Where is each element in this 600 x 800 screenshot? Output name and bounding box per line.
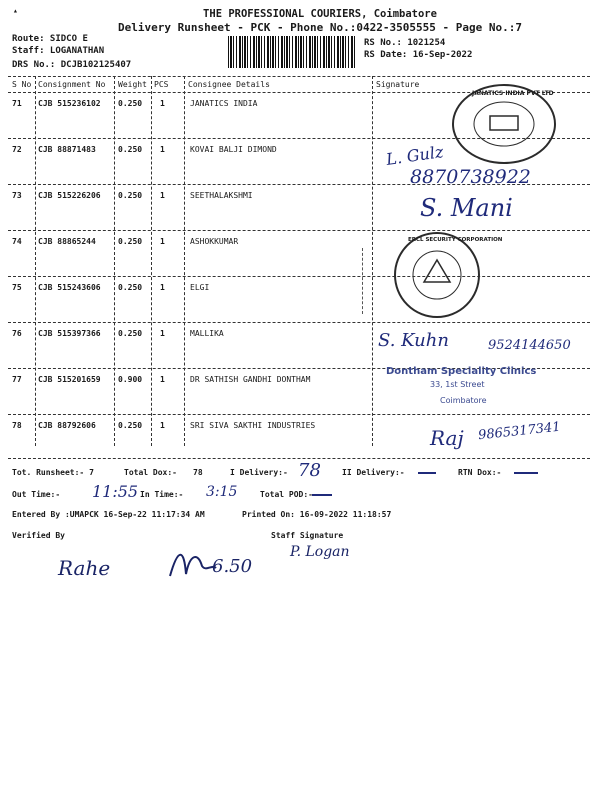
col-sno: S No <box>12 80 32 89</box>
row-consignment: CJB 88865244 <box>38 237 96 246</box>
row-consignee: DR SATHISH GANDHI DONTHAM <box>190 375 311 384</box>
clinic-stamp-name: Dontham Speciality Clinics <box>386 366 537 377</box>
row-sno: 76 <box>12 329 22 338</box>
row-weight: 0.250 <box>118 99 143 108</box>
stamp-ring-icon <box>454 86 554 162</box>
rs-number: RS No.: 1021254 <box>364 38 446 48</box>
total-dox-value: 78 <box>193 468 203 477</box>
row-weight: 0.250 <box>118 329 143 338</box>
row-pcs: 1 <box>160 145 165 154</box>
time-signature: 6.50 <box>212 556 253 577</box>
i-delivery-value: 78 <box>298 460 321 481</box>
row-pcs: 1 <box>160 329 165 338</box>
row-weight: 0.900 <box>118 375 143 384</box>
rs-date: RS Date: 16-Sep-2022 <box>364 50 473 60</box>
row-consignment: CJB 88792606 <box>38 421 96 430</box>
rtn-dox-label: RTN Dox:- <box>458 468 502 477</box>
route-label: Route: SIDCO E <box>12 34 88 44</box>
row-pcs: 1 <box>160 99 165 108</box>
row-consignment: CJB 515226206 <box>38 191 101 200</box>
signature-78: Raj <box>430 426 464 450</box>
out-time-value: 11:55 <box>92 482 139 501</box>
row-consignment: CJB 515243606 <box>38 283 101 292</box>
row-sno: 71 <box>12 99 22 108</box>
row-weight: 0.250 <box>118 421 143 430</box>
row-pcs: 1 <box>160 191 165 200</box>
printed-on: Printed On: 16-09-2022 11:18:57 <box>242 510 392 519</box>
row-weight: 0.250 <box>118 283 143 292</box>
col-consignee: Consignee Details <box>188 80 270 89</box>
signature-76: S. Kuhn <box>378 330 449 351</box>
row-consignee: MALLIKA <box>190 329 224 338</box>
barcode <box>228 36 356 68</box>
phone-78: 9865317341 <box>477 419 562 444</box>
signature-73: S. Mani <box>420 194 513 222</box>
row-weight: 0.250 <box>118 145 143 154</box>
in-time-label: In Time:- <box>140 490 184 499</box>
row-sno: 77 <box>12 375 22 384</box>
corner-mark: ▴ <box>13 6 18 15</box>
row-sno: 78 <box>12 421 22 430</box>
row-consignee: KOVAI BALJI DIMOND <box>190 145 277 154</box>
phone-76: 9524144650 <box>488 338 571 353</box>
ii-delivery-label: II Delivery:- <box>342 468 405 477</box>
clinic-stamp-line1: 33, 1st Street <box>430 380 485 389</box>
row-sno: 73 <box>12 191 22 200</box>
ercl-stamp <box>394 232 503 318</box>
stamp-text: JANATICS INDIA PVT LTD <box>472 90 554 97</box>
row-consignee: SEETHALAKSHMI <box>190 191 253 200</box>
row-pcs: 1 <box>160 375 165 384</box>
row-weight: 0.250 <box>118 237 143 246</box>
row-pcs: 1 <box>160 283 165 292</box>
row-sno: 74 <box>12 237 22 246</box>
verified-signature: Rahe <box>58 556 111 580</box>
company-title: THE PROFESSIONAL COURIERS, Coimbatore <box>203 8 437 20</box>
row-consignment: CJB 515201659 <box>38 375 101 384</box>
col-weight: Weight <box>118 80 147 89</box>
row-consignee: SRI SIVA SAKTHI INDUSTRIES <box>190 421 316 430</box>
tot-runsheet: Tot. Runsheet:- 7 <box>12 468 94 477</box>
total-dox-label: Total Dox:- <box>124 468 177 477</box>
staff-signature-label: Staff Signature <box>271 531 344 540</box>
row-consignee: ELGI <box>190 283 210 292</box>
row-consignee: ASHOKKUMAR <box>190 237 239 246</box>
row-sno: 75 <box>12 283 22 292</box>
row-consignment: CJB 515236102 <box>38 99 101 108</box>
out-time-label: Out Time:- <box>12 490 61 499</box>
stamp-text: ERCL SECURITY CORPORATION <box>408 237 503 243</box>
row-pcs: 1 <box>160 237 165 246</box>
col-signature: Signature <box>376 80 420 89</box>
janatics-stamp <box>452 84 556 164</box>
clinic-stamp-line2: Coimbatore <box>440 396 487 405</box>
stamp-emblem-icon <box>396 234 478 316</box>
verified-by-label: Verified By <box>12 531 65 540</box>
signature-72: L. Gulz <box>384 142 445 169</box>
row-sno: 72 <box>12 145 22 154</box>
staff-label: Staff: LOGANATHAN <box>12 46 105 56</box>
drs-label: DRS No.: DCJB102125407 <box>12 60 132 70</box>
col-consignment: Consignment No <box>38 80 106 89</box>
row-weight: 0.250 <box>118 191 143 200</box>
in-time-value: 3:15 <box>206 484 238 500</box>
row-consignment: CJB 88871483 <box>38 145 96 154</box>
row-pcs: 1 <box>160 421 165 430</box>
col-pcs: PCS <box>154 80 169 89</box>
row-consignment: CJB 515397366 <box>38 329 101 338</box>
runsheet-title: Delivery Runsheet - PCK - Phone No.:0422-3505555 - Page No.:7 <box>118 21 522 34</box>
staff-signature: P. Logan <box>290 544 350 560</box>
total-pod-label: Total POD:- <box>260 490 313 499</box>
i-delivery-label: I Delivery:- <box>230 468 288 477</box>
signature-scribble-icon <box>168 544 218 580</box>
entered-by: Entered By :UMAPCK 16-Sep-22 11:17:34 AM <box>12 510 205 519</box>
row-consignee: JANATICS INDIA <box>190 99 258 108</box>
phone-72: 8870738922 <box>410 166 531 188</box>
